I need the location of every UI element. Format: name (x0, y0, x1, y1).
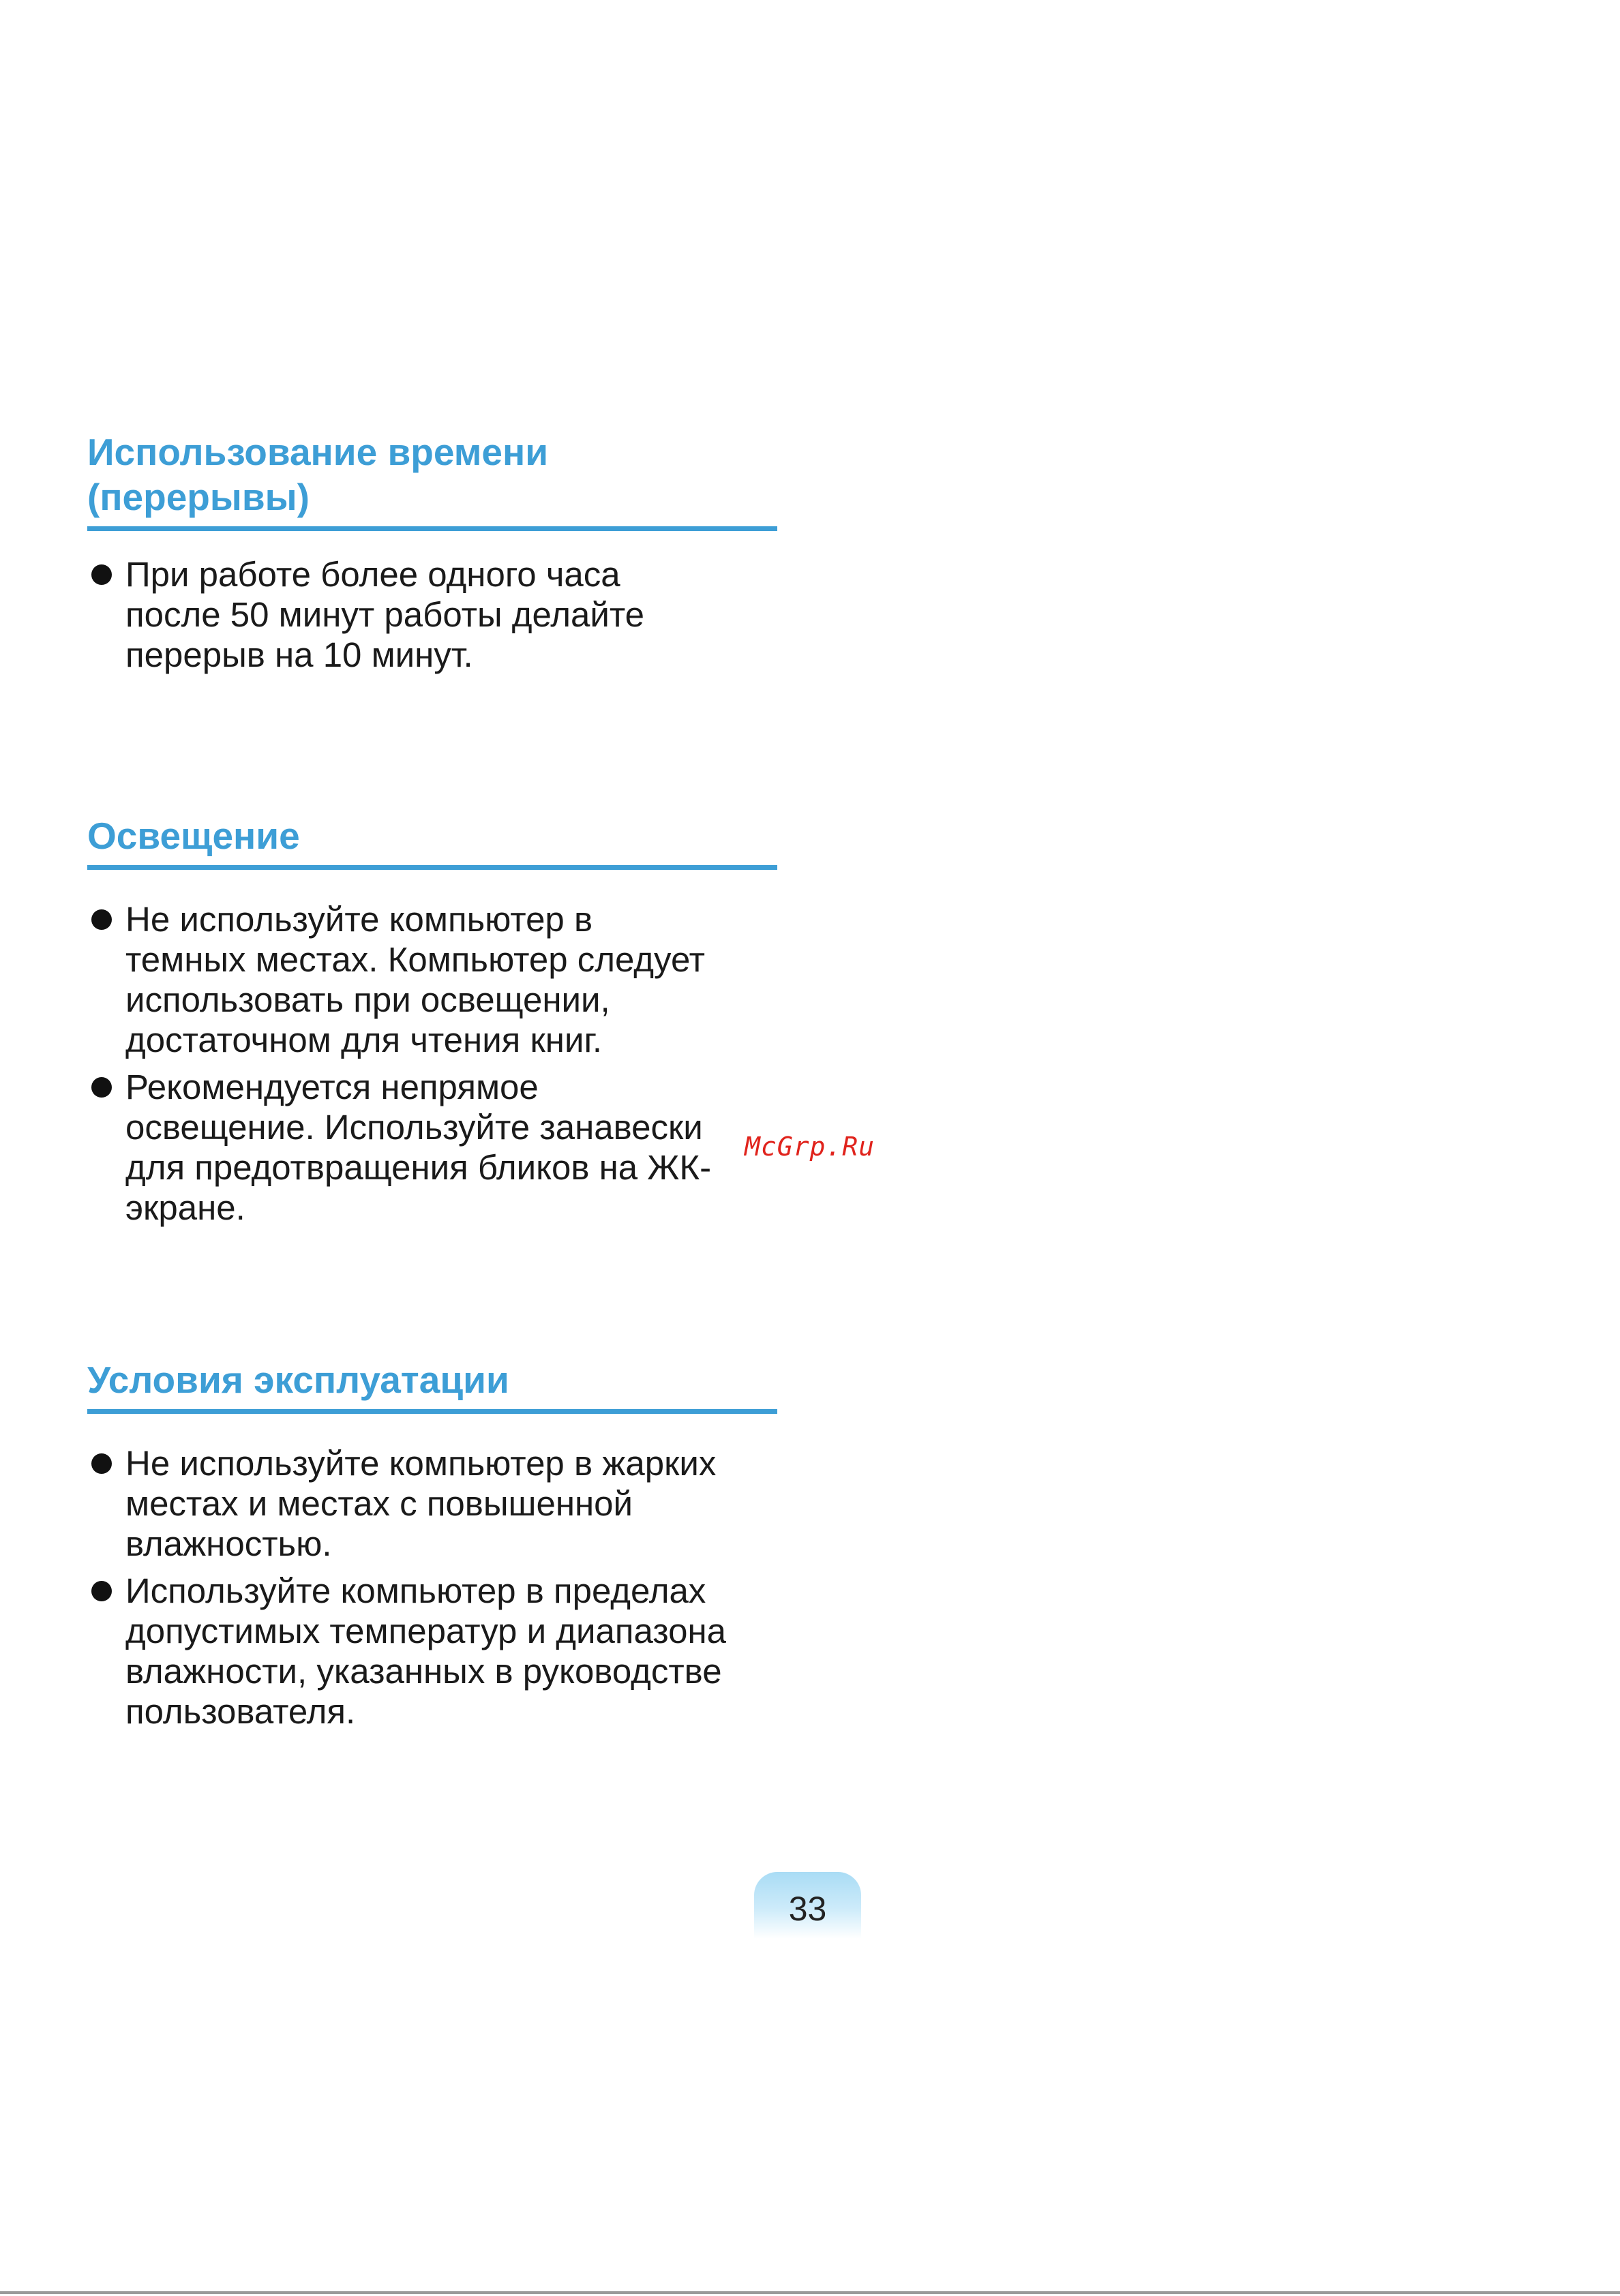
bottom-divider (0, 2291, 1620, 2294)
bullet-line: освещение. Используйте занавески (125, 1108, 703, 1147)
bullet-icon (91, 1077, 112, 1098)
bullet-icon (91, 1581, 112, 1601)
bullet-line: использовать при освещении, (125, 980, 610, 1019)
bullet-line: При работе более одного часа (125, 555, 620, 594)
bullet-line: достаточном для чтения книг. (125, 1021, 602, 1059)
list-item (87, 1067, 777, 1228)
bullet-line: экране. (125, 1188, 245, 1227)
bullet-icon (91, 564, 112, 585)
bullet-line: темных местах. Компьютер следует (125, 940, 705, 979)
bullet-list (87, 899, 777, 1228)
bullet-line: влажностью. (125, 1524, 332, 1563)
bullet-line: Не используйте компьютер в жарких (125, 1444, 717, 1483)
bullet-line: перерыв на 10 минут. (125, 635, 473, 674)
section-divider (87, 526, 777, 531)
list-item (87, 899, 777, 1060)
bullet-list (87, 554, 777, 675)
section-divider (87, 865, 777, 870)
section-title-line: Освещение (87, 815, 300, 857)
list-item (87, 1443, 777, 1564)
bullet-line: влажности, указанных в руководстве (125, 1652, 722, 1691)
section-title-line: (перерывы) (87, 476, 310, 518)
list-item (87, 554, 777, 675)
section-title-lighting (87, 813, 777, 858)
section-title-line: Условия эксплуатации (87, 1359, 509, 1401)
watermark-text: McGrp.Ru (745, 1132, 875, 1162)
list-item (87, 1571, 777, 1732)
bullet-line: Не используйте компьютер в (125, 900, 593, 939)
section-title-line: Использование времени (87, 431, 549, 473)
bullet-icon (91, 1453, 112, 1474)
bullet-line: Рекомендуется непрямое (125, 1068, 539, 1106)
section-breaks (87, 429, 777, 682)
bullet-icon (91, 909, 112, 930)
page-number: 33 (754, 1872, 861, 1939)
bullet-line: допустимых температур и диапазона (125, 1612, 726, 1650)
bullet-line: Используйте компьютер в пределах (125, 1571, 706, 1610)
bullet-line: местах и местах с повышенной (125, 1484, 633, 1523)
bullet-line: после 50 минут работы делайте (125, 595, 644, 634)
section-title-operating-conditions (87, 1357, 777, 1402)
bullet-line: пользователя. (125, 1692, 356, 1731)
section-operating-conditions (87, 1357, 777, 1738)
section-title-breaks (87, 429, 777, 519)
bullet-line: для предотвращения бликов на ЖК- (125, 1148, 712, 1187)
bullet-list (87, 1443, 777, 1732)
section-divider (87, 1409, 777, 1414)
section-lighting (87, 813, 777, 1235)
